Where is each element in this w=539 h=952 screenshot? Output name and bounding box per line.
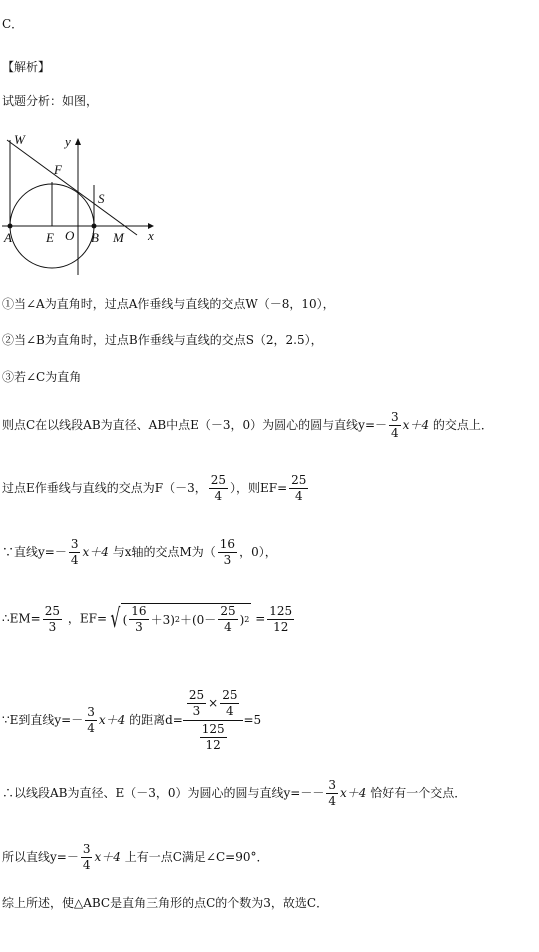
section-title: 【解析】 — [2, 60, 51, 74]
text: ∵直线y=－ — [2, 545, 67, 559]
text: ∴以线段AB为直径、E（－3，0）为圆心的圆与直线y=－－ — [2, 786, 325, 800]
fraction: $\frac{3}{4}$ — [391, 410, 399, 440]
geometry-figure — [2, 130, 172, 278]
text: 则点C在以线段AB为直径、AB中点E（－3，0）为圆心的圆与直线y=－ — [2, 418, 388, 432]
text: = — [255, 611, 266, 626]
label-O: O — [65, 228, 75, 243]
text: ∴EM= — [2, 611, 41, 626]
expr: x＋4 — [340, 786, 367, 800]
fraction: $\frac{125}{12}$ — [269, 603, 293, 634]
point-f-line — [2, 473, 310, 504]
fraction: $\frac{25}{4}$ — [210, 473, 227, 503]
label-W: W — [14, 132, 25, 147]
label-E: E — [46, 230, 54, 245]
fraction: $\frac{3}{4}$ — [328, 778, 336, 808]
label-S: S — [98, 191, 105, 206]
fraction: $\frac{3}{4}$ — [82, 842, 91, 872]
expr: x＋4 — [94, 850, 121, 864]
label-F: F — [54, 162, 62, 177]
text: ），则EF= — [230, 481, 288, 495]
fraction: $\frac{25}{4}$ — [291, 473, 307, 503]
label-y: y — [65, 134, 71, 149]
distance-line — [2, 688, 261, 753]
answer-line: C． — [2, 17, 24, 31]
summary-line: 综上所述，使△ABC是直角三角形的点C的个数为3，故选C． — [2, 896, 329, 910]
fraction: $\frac{25}{3}$ — [44, 603, 61, 634]
expr: x＋4 — [98, 713, 126, 727]
text: 恰好有一个交点． — [370, 786, 467, 800]
label-A: A — [4, 230, 12, 245]
text: 的距离d= — [129, 713, 183, 727]
text: ，EF= — [67, 611, 108, 626]
em-ef-line — [2, 603, 296, 635]
fraction: $\frac{3}{4}$ — [70, 537, 79, 567]
label-M: M — [113, 230, 124, 245]
fraction: $\frac{3}{4}$ — [87, 705, 95, 735]
text: 所以直线y=－ — [2, 850, 79, 864]
label-B: B — [91, 230, 99, 245]
tangent-line — [2, 778, 466, 809]
point-m-line — [2, 537, 277, 568]
text: ∵E到直线y=－ — [2, 713, 84, 727]
text: 与x轴的交点M为（ — [112, 545, 216, 559]
intro-text: 试题分析：如图， — [2, 94, 99, 108]
expr: x＋4 — [402, 418, 430, 432]
compound-fraction: $\frac{25}{3}$ × $\frac{25}{4}$ $\frac{125}{12}$ — [183, 688, 244, 753]
square-root: √ ( $\frac{16}{3}$ ＋3) 2 ＋(0－ $\frac{25}{4}$ ) 2 — [110, 604, 250, 634]
text: ，0）， — [239, 545, 277, 559]
case-a-line: ①当∠A为直角时，过点A作垂线与直线的交点W（－8，10）， — [2, 297, 335, 311]
case-c-line: ③若∠C为直角 — [2, 370, 82, 384]
text: 上有一点C满足∠C=90°． — [124, 850, 269, 864]
circle-condition-line — [2, 410, 493, 441]
label-x: x — [148, 228, 154, 243]
fraction: $\frac{16}{3}$ — [219, 537, 236, 567]
conclusion-c-line — [2, 842, 268, 873]
expr: x＋4 — [82, 545, 109, 559]
text: =5 — [243, 713, 262, 727]
text: 过点E作垂线与直线的交点为F（－3， — [2, 481, 207, 495]
case-b-line: ②当∠B为直角时，过点B作垂线与直线的交点S（2，2.5）， — [2, 333, 323, 347]
text: 的交点上． — [432, 418, 493, 432]
